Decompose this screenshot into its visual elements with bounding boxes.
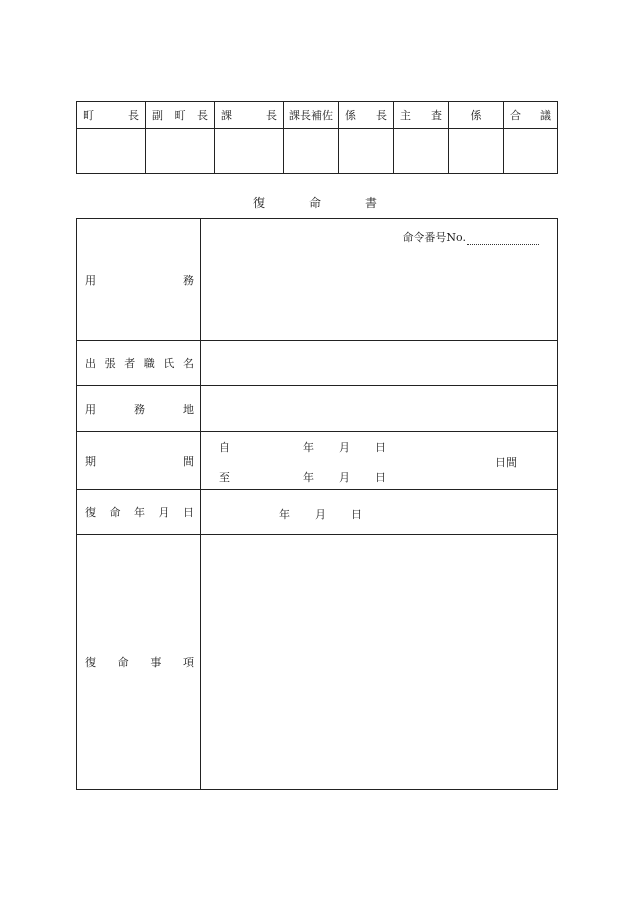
- stamp-box-assistant-chief[interactable]: [284, 129, 339, 174]
- approval-header-char: 町: [174, 108, 186, 122]
- period-from-day: 日: [375, 441, 386, 454]
- title-char: 復: [252, 196, 265, 210]
- stamp-box-subsection-chief[interactable]: [339, 129, 394, 174]
- label-char: 命: [109, 506, 121, 519]
- approval-stamp-row: [77, 129, 558, 174]
- order-number-field[interactable]: [467, 235, 539, 245]
- approval-header-char: 主: [400, 108, 411, 122]
- approval-header-char: 課: [221, 108, 232, 122]
- row-duty: [77, 219, 558, 341]
- label-char: 項: [182, 656, 194, 669]
- period-from-label: 自: [219, 441, 230, 454]
- label-char: 張: [104, 357, 116, 370]
- order-number: [402, 229, 539, 245]
- approval-header-char: 長: [376, 108, 387, 122]
- label-char: 復: [85, 506, 96, 519]
- approval-header-row: [77, 102, 558, 129]
- row-report: [77, 535, 558, 790]
- label-traveler: [77, 341, 201, 386]
- return-day: 日: [351, 508, 362, 521]
- approval-header-char: 副: [152, 108, 163, 122]
- field-period[interactable]: [201, 432, 558, 490]
- approval-header-char: 査: [431, 108, 442, 122]
- approval-header-inspector: [394, 102, 449, 129]
- label-char: 間: [183, 454, 194, 468]
- label-char: 名: [182, 357, 194, 370]
- approval-stamp-table: [76, 101, 558, 174]
- period-days-label: 日間: [495, 456, 517, 469]
- row-traveler: [77, 341, 558, 386]
- field-destination[interactable]: [201, 386, 558, 432]
- period-to-year: 年: [303, 471, 314, 484]
- approval-header-subsection-chief: [339, 102, 394, 129]
- approval-header-consultation: [504, 102, 558, 129]
- approval-header-char: 町: [83, 108, 94, 122]
- approval-header-section-chief: [215, 102, 284, 129]
- approval-header-char: 長: [266, 108, 277, 122]
- label-char: 出: [85, 357, 96, 370]
- approval-header-char: 係: [470, 108, 482, 122]
- row-destination: [77, 386, 558, 432]
- stamp-box-mayor[interactable]: [77, 129, 146, 174]
- label-report: [77, 535, 201, 790]
- stamp-box-staff[interactable]: [449, 129, 504, 174]
- approval-header-char: 長: [128, 108, 139, 122]
- row-period: [77, 432, 558, 490]
- row-return-date: [77, 490, 558, 535]
- label-char: 命: [117, 656, 129, 669]
- approval-header-char: 係: [345, 108, 356, 122]
- period-to-day: 日: [375, 471, 386, 484]
- label-char: 職: [143, 357, 155, 370]
- approval-header-char: 課長補佐: [289, 108, 333, 122]
- approval-header-char: 議: [540, 108, 551, 122]
- label-char: 月: [158, 506, 170, 519]
- stamp-box-section-chief[interactable]: [215, 129, 284, 174]
- label-char: 復: [85, 656, 96, 669]
- field-duty[interactable]: [201, 219, 558, 341]
- label-char: 用: [85, 402, 96, 416]
- period-from-year: 年: [303, 441, 314, 454]
- label-duty: [77, 219, 201, 341]
- field-report[interactable]: [201, 535, 558, 790]
- title-char: 命: [308, 196, 321, 210]
- period-to-label: 至: [219, 471, 230, 484]
- label-char: 期: [85, 454, 96, 468]
- approval-header-assistant-chief: [284, 102, 339, 129]
- document-title: [0, 194, 630, 211]
- period-from-month: 月: [339, 441, 350, 454]
- stamp-box-consultation[interactable]: [504, 129, 558, 174]
- return-year: 年: [279, 508, 290, 521]
- approval-header-mayor: [77, 102, 146, 129]
- field-traveler[interactable]: [201, 341, 558, 386]
- approval-header-char: 合: [510, 108, 521, 122]
- label-char: 事: [150, 656, 162, 669]
- label-char: 日: [183, 506, 194, 519]
- label-char: 用: [85, 273, 96, 287]
- label-destination: [77, 386, 201, 432]
- period-to-month: 月: [339, 471, 350, 484]
- order-number-label: 命令番号No.: [402, 231, 466, 244]
- report-form-table: [76, 218, 558, 790]
- label-char: 氏: [163, 357, 175, 370]
- approval-header-staff: [449, 102, 504, 129]
- stamp-box-deputy-mayor[interactable]: [146, 129, 215, 174]
- approval-header-deputy-mayor: [146, 102, 215, 129]
- stamp-box-inspector[interactable]: [394, 129, 449, 174]
- title-char: 書: [365, 196, 378, 210]
- label-char: 者: [124, 357, 136, 370]
- label-char: 務: [183, 273, 194, 287]
- label-char: 地: [183, 402, 194, 416]
- field-return-date[interactable]: [201, 490, 558, 535]
- approval-header-char: 長: [197, 108, 208, 122]
- return-month: 月: [315, 508, 326, 521]
- label-period: [77, 432, 201, 490]
- label-return-date: [77, 490, 201, 535]
- label-char: 年: [134, 506, 145, 519]
- label-char: 務: [134, 402, 145, 416]
